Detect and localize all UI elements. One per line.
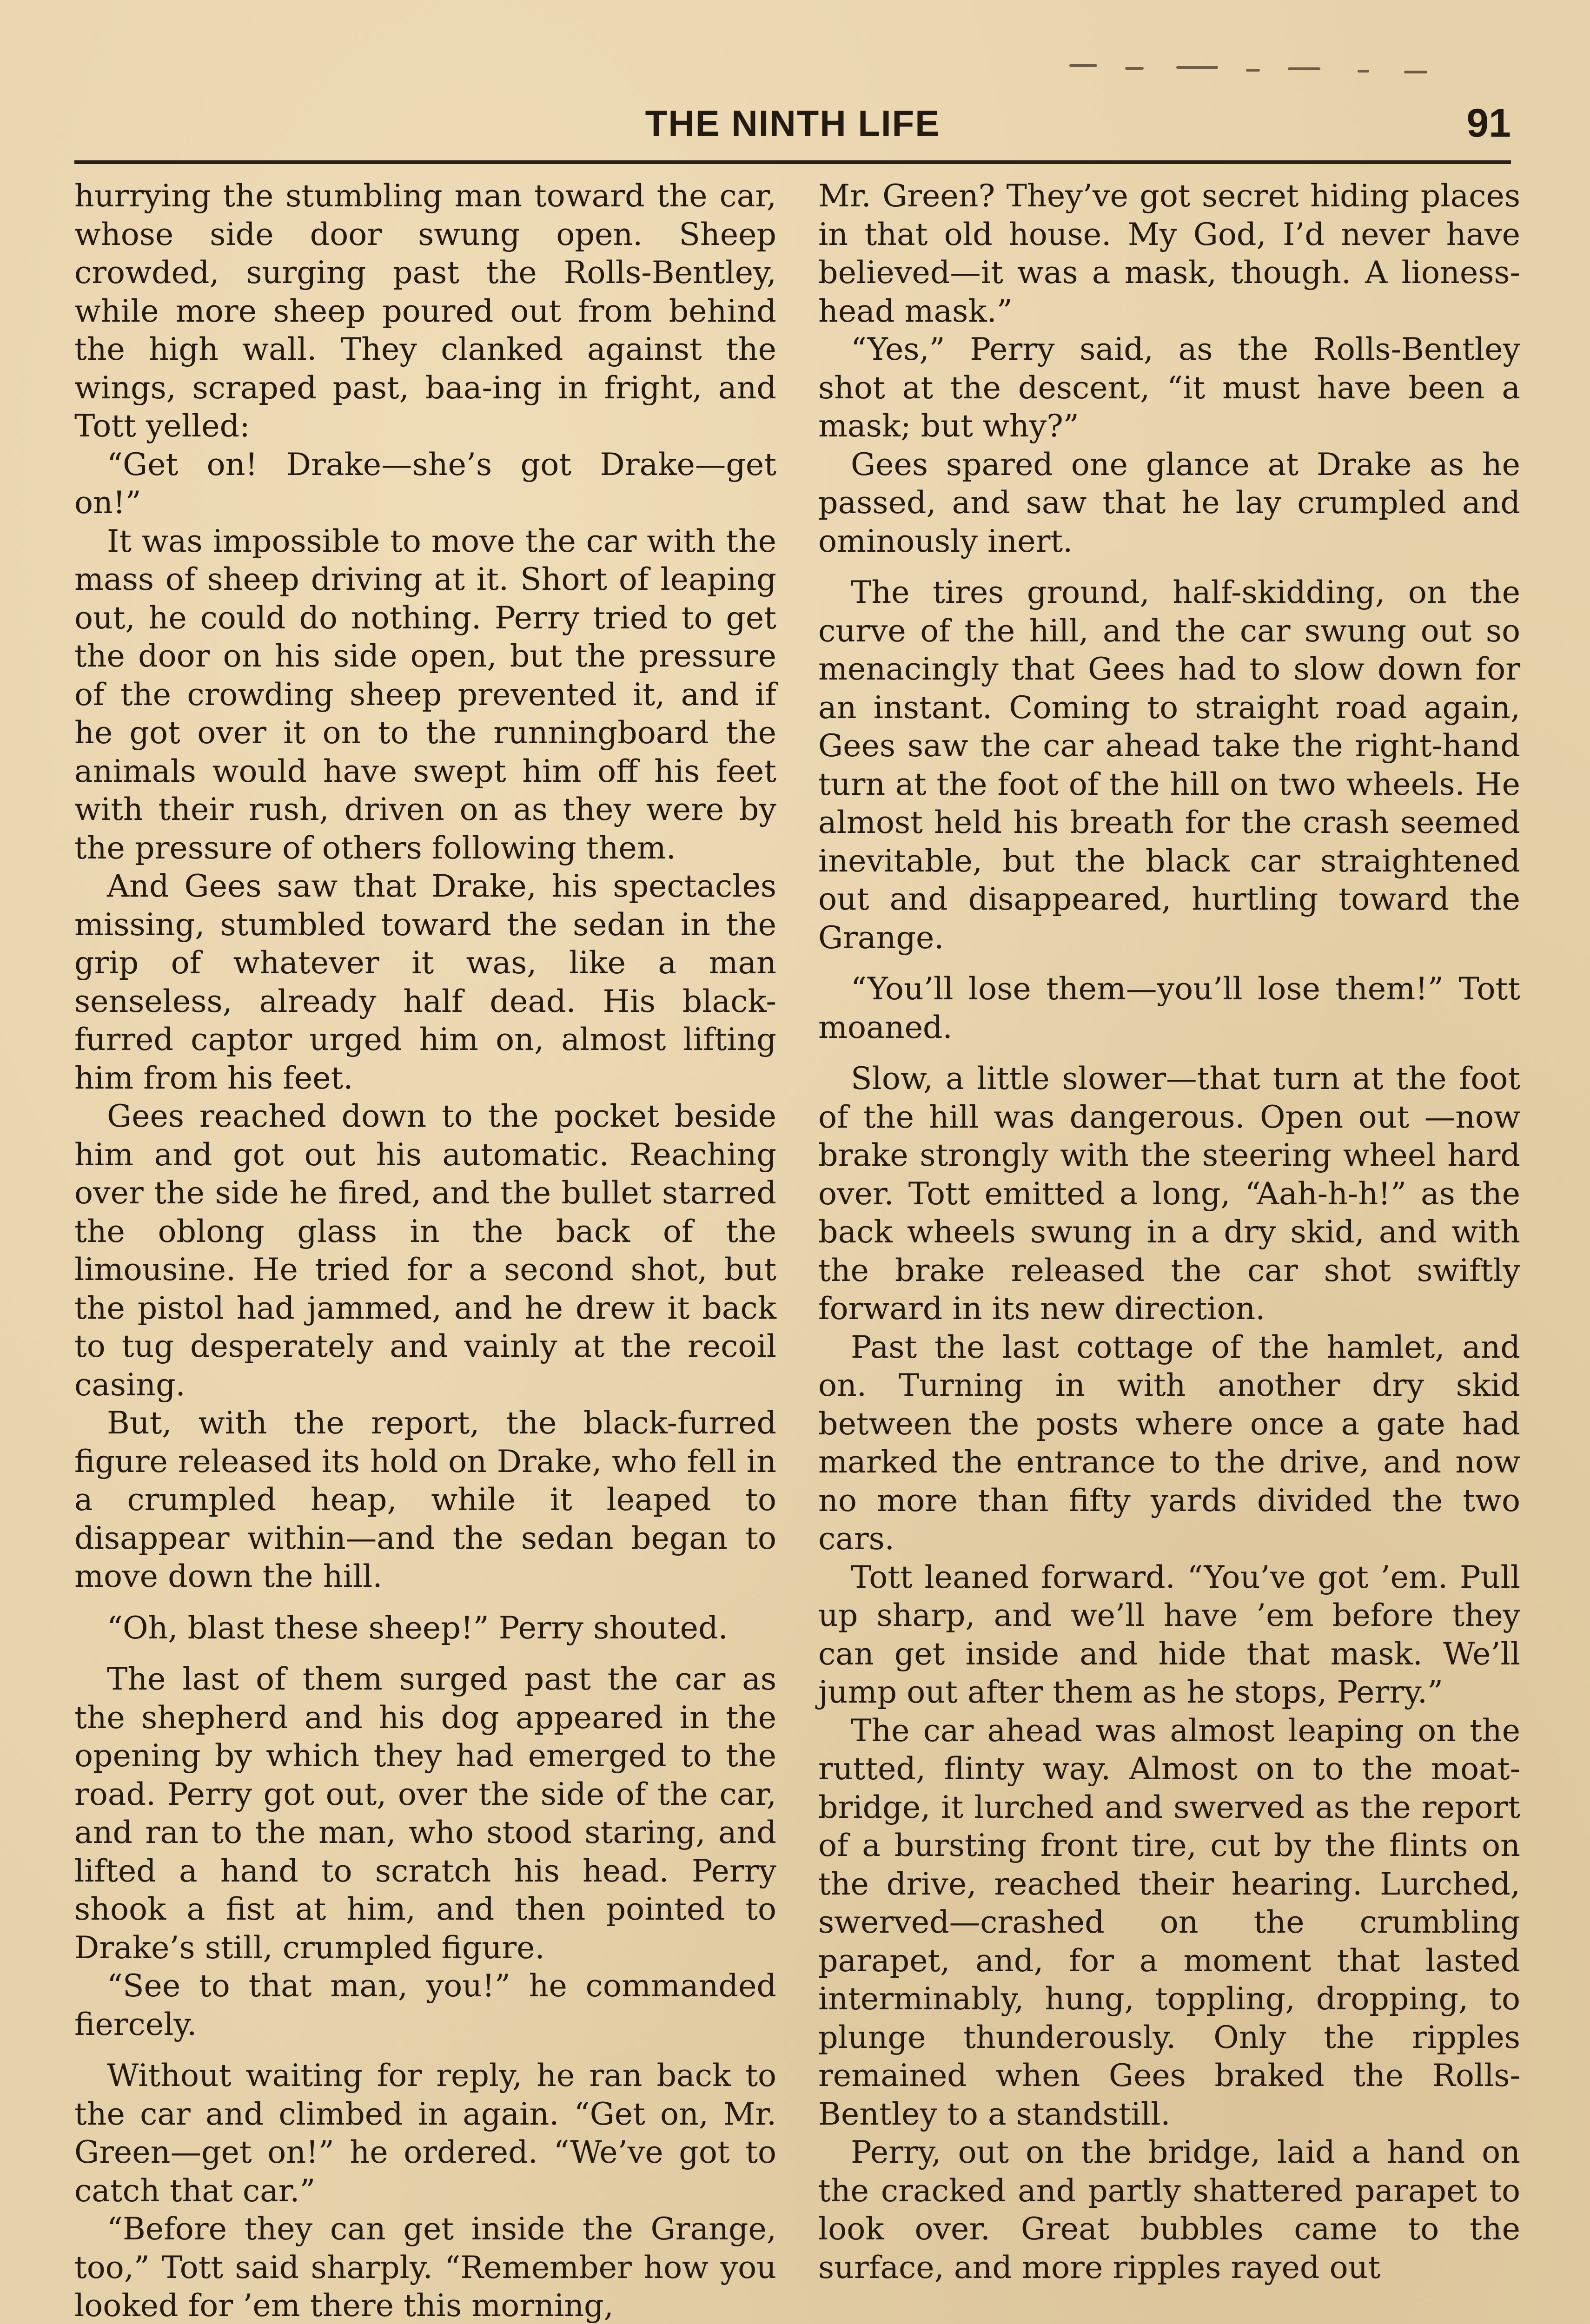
paragraph: Past the last cottage of the hamlet, and on. Turning in with another dry skid between the posts where once a gate had marked the entrance to the drive, and now no more than fifty yards divided the two cars. [818,1328,1520,1557]
paragraph: And Gees saw that Drake, his spectacles missing, stumbled toward the sedan in the grip of whatever it was, like a man senseless, already half dead. His black-furred captor urged him on, almost lifting him from his feet. [74,868,776,1096]
right-column [818,177,1520,2324]
page-number: 91 [1466,101,1511,145]
paragraph: “Get on! Drake—she’s got Drake—get on!” [74,446,776,521]
running-head: THE NINTH LIFE [645,103,941,144]
print-specks [1069,60,1464,74]
paragraph: “See to that man, you!” he commanded fiercely. [74,1967,776,2042]
paragraph: Perry, out on the bridge, laid a hand on the cracked and partly shattered parapet to look over. Great bubbles came to the surface, and more ripples rayed out [818,2134,1520,2285]
paragraph: The car ahead was almost leaping on the rutted, flinty way. Almost on to the moat-bridge, it lurched and swerved as the report of a bursting front tire, cut by the flints on the drive, reached their hearing. Lurched, swerved—crashed on the crumbling parapet, and, for a moment that lasted interminably, hung, toppling, dropping, to plunge thunderously. Only the ripples remained when Gees braked the Rolls-Bentley to a standstill. [818,1712,1520,2132]
paragraph: The last of them surged past the car as the shepherd and his dog appeared in the opening by which they had emerged to the road. Perry got out, over the side of the car, and ran to the man, who stood staring, and lifted a hand to scratch his head. Perry shook a fist at him, and then pointed to Drake’s still, crumpled figure. [74,1661,776,1966]
paragraph: Without waiting for reply, he ran back to the car and climbed in again. “Get on, Mr. Green—get on!” he ordered. “We’ve got to catch that car.” [74,2057,776,2209]
paragraph: Tott leaned forward. “You’ve got ’em. Pull up sharp, and we’ll have ’em before they can get inside and hide that mask. We’ll jump out after them as he stops, Perry.” [818,1558,1520,1710]
header-rule [74,160,1511,164]
page-header [74,102,1511,158]
paragraph: hurrying the stumbling man toward the car, whose side door swung open. Sheep crowded, surging past the Rolls-Bentley, while more sheep poured out from behind the high wall. They clanked against the wings, scraped past, baa-ing in fright, and Tott yelled: [74,178,776,444]
paragraph: Gees spared one glance at Drake as he passed, and saw that he lay crumpled and ominously inert. [818,446,1520,559]
paragraph: But, with the report, the black-furred figure released its hold on Drake, who fell in a crumpled heap, while it leaped to disappear within—and the sedan began to move down the hill. [74,1405,776,1594]
paragraph: “Yes,” Perry said, as the Rolls-Bentley shot at the descent, “it must have been a mask; but why?” [818,331,1520,444]
paragraph: “Oh, blast these sheep!” Perry shouted. [107,1609,728,1646]
paragraph: Slow, a little slower—that turn at the foot of the hill was dangerous. Open out —now brake strongly with the steering wheel hard over. Tott emitted a long, “Aah-h-h!” as the back wheels swung in a dry skid, and with the brake released the car shot swiftly forward in its new direction. [818,1060,1520,1327]
paragraph: “Before they can get inside the Grange, too,” Tott said sharply. “Remember how you looked for ’em there this morning, [74,2211,776,2324]
paragraph: Gees reached down to the pocket beside him and got out his automatic. Reaching over the side he fired, and the bullet starred the oblong glass in the back of the limousine. He tried for a second shot, but the pistol had jammed, and he drew it back to tug desperately and vainly at the recoil casing. [74,1098,776,1403]
paragraph: Mr. Green? They’ve got secret hiding places in that old house. My God, I’d never have believed—it was a mask, though. A lioness-head mask.” [818,178,1520,329]
left-column [74,177,776,2324]
paragraph: “You’ll lose them—you’ll lose them!” Tott moaned. [818,971,1520,1045]
paragraph: It was impossible to move the car with the mass of sheep driving at it. Short of leaping out, he could do nothing. Perry tried to get the door on his side open, but the pressure of the crowding sheep prevented it, and if he got over it on to the runningboard the animals would have swept him off his feet with their rush, driven on as they were by the pressure of others following them. [74,522,776,866]
text-columns [74,177,1520,2324]
paragraph: The tires ground, half-skidding, on the curve of the hill, and the car swung out so menacingly that Gees had to slow down for an instant. Coming to straight road again, Gees saw the car ahead take the right-hand turn at the foot of the hill on two wheels. He almost held his breath for the crash seemed inevitable, but the black car straightened out and disappeared, hurtling toward the Grange. [818,574,1520,956]
